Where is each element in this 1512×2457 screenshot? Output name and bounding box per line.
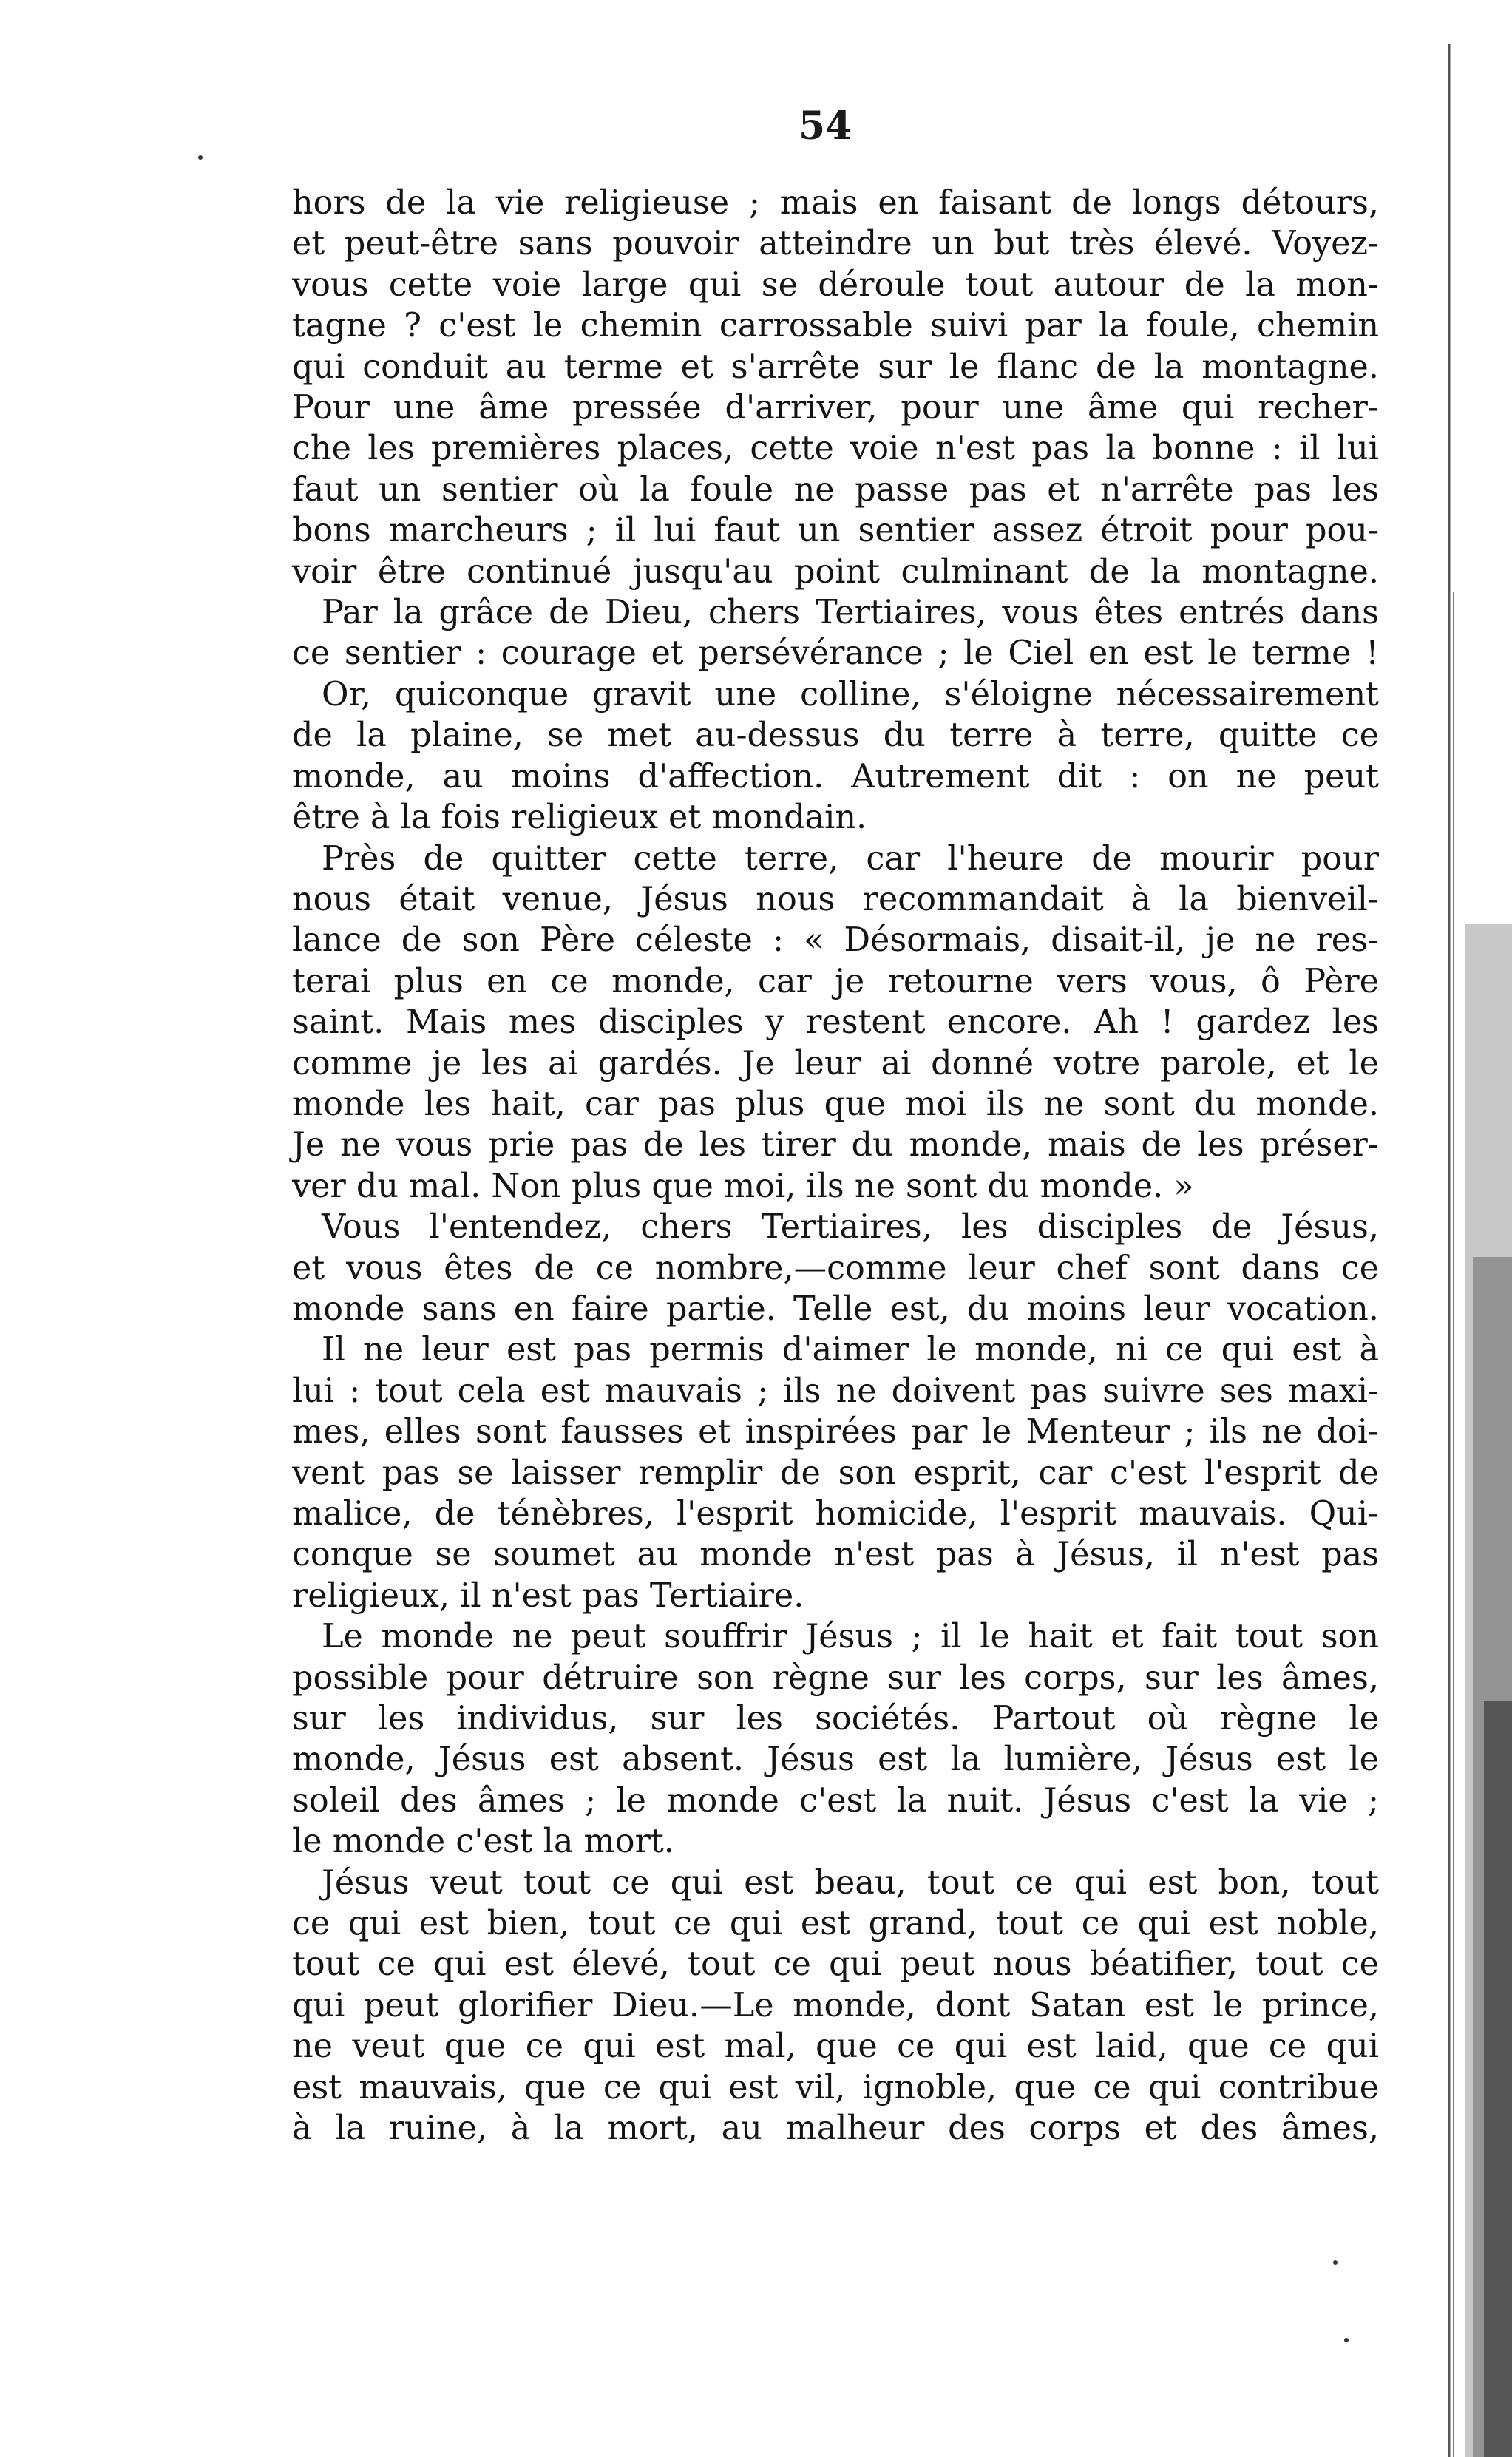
text-line: Je ne vous prie pas de les tirer du monde, mais de les préser- bbox=[292, 1126, 1379, 1165]
text-line: Près de quitter cette terre, car l'heure de mourir pour bbox=[322, 839, 1379, 878]
text-line: terai plus en ce monde, car je retourne vers vous, ô Père bbox=[292, 962, 1379, 1000]
text-line: être à la fois religieux et mondain. bbox=[292, 799, 867, 837]
text-line: vent pas se laisser remplir de son esprit, car c'est l'esprit de bbox=[292, 1454, 1379, 1492]
text-line: saint. Mais mes disciples y restent encore. Ah ! gardez les bbox=[292, 1003, 1379, 1042]
text-line: Il ne leur est pas permis d'aimer le monde, ni ce qui est à bbox=[322, 1331, 1379, 1369]
text-line: hors de la vie religieuse ; mais en faisant de longs détours, bbox=[292, 184, 1379, 222]
text-line: religieux, il n'est pas Tertiaire. bbox=[292, 1576, 804, 1615]
text-line: Pour une âme pressée d'arriver, pour une âme qui recher- bbox=[292, 389, 1379, 427]
text-line: monde les hait, car pas plus que moi ils ne sont du monde. bbox=[292, 1085, 1379, 1123]
text-line: bons marcheurs ; il lui faut un sentier assez étroit pour pou- bbox=[292, 512, 1379, 550]
text-line: ce qui est bien, tout ce qui est grand, tout ce qui est noble, bbox=[292, 1905, 1379, 1943]
binding-edge-texture bbox=[1443, 0, 1512, 2457]
text-line: tagne ? c'est le chemin carrossable suivi par la foule, chemin bbox=[292, 307, 1379, 345]
text-line: lui : tout cela est mauvais ; ils ne doivent pas suivre ses maxi- bbox=[292, 1372, 1379, 1410]
text-line: qui peut glorifier Dieu.—Le monde, dont Satan est le prince, bbox=[292, 1986, 1379, 2024]
text-line: Or, quiconque gravit une colline, s'éloigne nécessairement bbox=[322, 675, 1379, 714]
text-line: Vous l'entendez, chers Tertiaires, les disciples de Jésus, bbox=[322, 1208, 1379, 1247]
text-line: mes, elles sont fausses et inspirées par le Menteur ; ils ne doi- bbox=[292, 1413, 1379, 1451]
text-line: sur les individus, sur les sociétés. Partout où règne le bbox=[292, 1700, 1379, 1738]
binding-edge bbox=[1443, 0, 1512, 2457]
body-text bbox=[292, 183, 1379, 2149]
ink-speck bbox=[1333, 2260, 1338, 2265]
text-line: monde, au moins d'affection. Autrement dit : on ne peut bbox=[292, 757, 1379, 796]
text-line: le monde c'est la mort. bbox=[292, 1823, 674, 1861]
text-line: voir être continué jusqu'au point culminant de la montagne. bbox=[292, 552, 1379, 591]
text-line: qui conduit au terme et s'arrête sur le flanc de la montagne. bbox=[292, 348, 1379, 386]
text-line: soleil des âmes ; le monde c'est la nuit. Jésus c'est la vie ; bbox=[292, 1781, 1379, 1820]
text-line: et peut-être sans pouvoir atteindre un but très élevé. Voyez- bbox=[292, 225, 1379, 263]
text-line: monde sans en faire partie. Telle est, du moins leur vocation. bbox=[292, 1289, 1379, 1328]
page-number: 54 bbox=[799, 104, 852, 149]
text-line: conque se soumet au monde n'est pas à Jésus, il n'est pas bbox=[292, 1536, 1379, 1574]
ink-speck bbox=[198, 155, 203, 160]
text-line: malice, de ténèbres, l'esprit homicide, l'esprit mauvais. Qui- bbox=[292, 1495, 1379, 1533]
text-line: nous était venue, Jésus nous recommandait à la bienveil- bbox=[292, 880, 1379, 918]
text-line: Jésus veut tout ce qui est beau, tout ce qui est bon, tout bbox=[322, 1863, 1379, 1902]
text-line: est mauvais, que ce qui est vil, ignoble, que ce qui contribue bbox=[292, 2068, 1379, 2107]
text-line: ne veut que ce qui est mal, que ce qui est laid, que ce qui bbox=[292, 2027, 1379, 2066]
text-line: faut un sentier où la foule ne passe pas et n'arrête pas les bbox=[292, 470, 1379, 509]
text-line: ver du mal. Non plus que moi, ils ne sont du monde. » bbox=[292, 1167, 1194, 1205]
text-line: possible pour détruire son règne sur les corps, sur les âmes, bbox=[292, 1658, 1379, 1697]
text-line: vous cette voie large qui se déroule tout autour de la mon- bbox=[292, 265, 1379, 304]
text-line: tout ce qui est élevé, tout ce qui peut nous béatifier, tout ce bbox=[292, 1945, 1379, 1984]
ink-speck bbox=[1344, 2338, 1349, 2342]
text-line: comme je les ai gardés. Je leur ai donné votre parole, et le bbox=[292, 1044, 1379, 1082]
text-line: monde, Jésus est absent. Jésus est la lumière, Jésus est le bbox=[292, 1741, 1379, 1779]
text-line: che les premières places, cette voie n'est pas la bonne : il lui bbox=[292, 430, 1379, 468]
text-line: et vous êtes de ce nombre,—comme leur chef sont dans ce bbox=[292, 1249, 1379, 1287]
text-line: Le monde ne peut souffrir Jésus ; il le hait et fait tout son bbox=[322, 1618, 1379, 1656]
text-line: Par la grâce de Dieu, chers Tertiaires, vous êtes entrés dans bbox=[322, 594, 1379, 632]
text-line: ce sentier : courage et persévérance ; le Ciel en est le terme ! bbox=[292, 634, 1379, 673]
text-line: à la ruine, à la mort, au malheur des corps et des âmes, bbox=[292, 2109, 1379, 2148]
text-line: de la plaine, se met au-dessus du terre à terre, quitte ce bbox=[292, 716, 1379, 755]
text-line: lance de son Père céleste : « Désormais, disait-il, je ne res- bbox=[292, 921, 1379, 960]
